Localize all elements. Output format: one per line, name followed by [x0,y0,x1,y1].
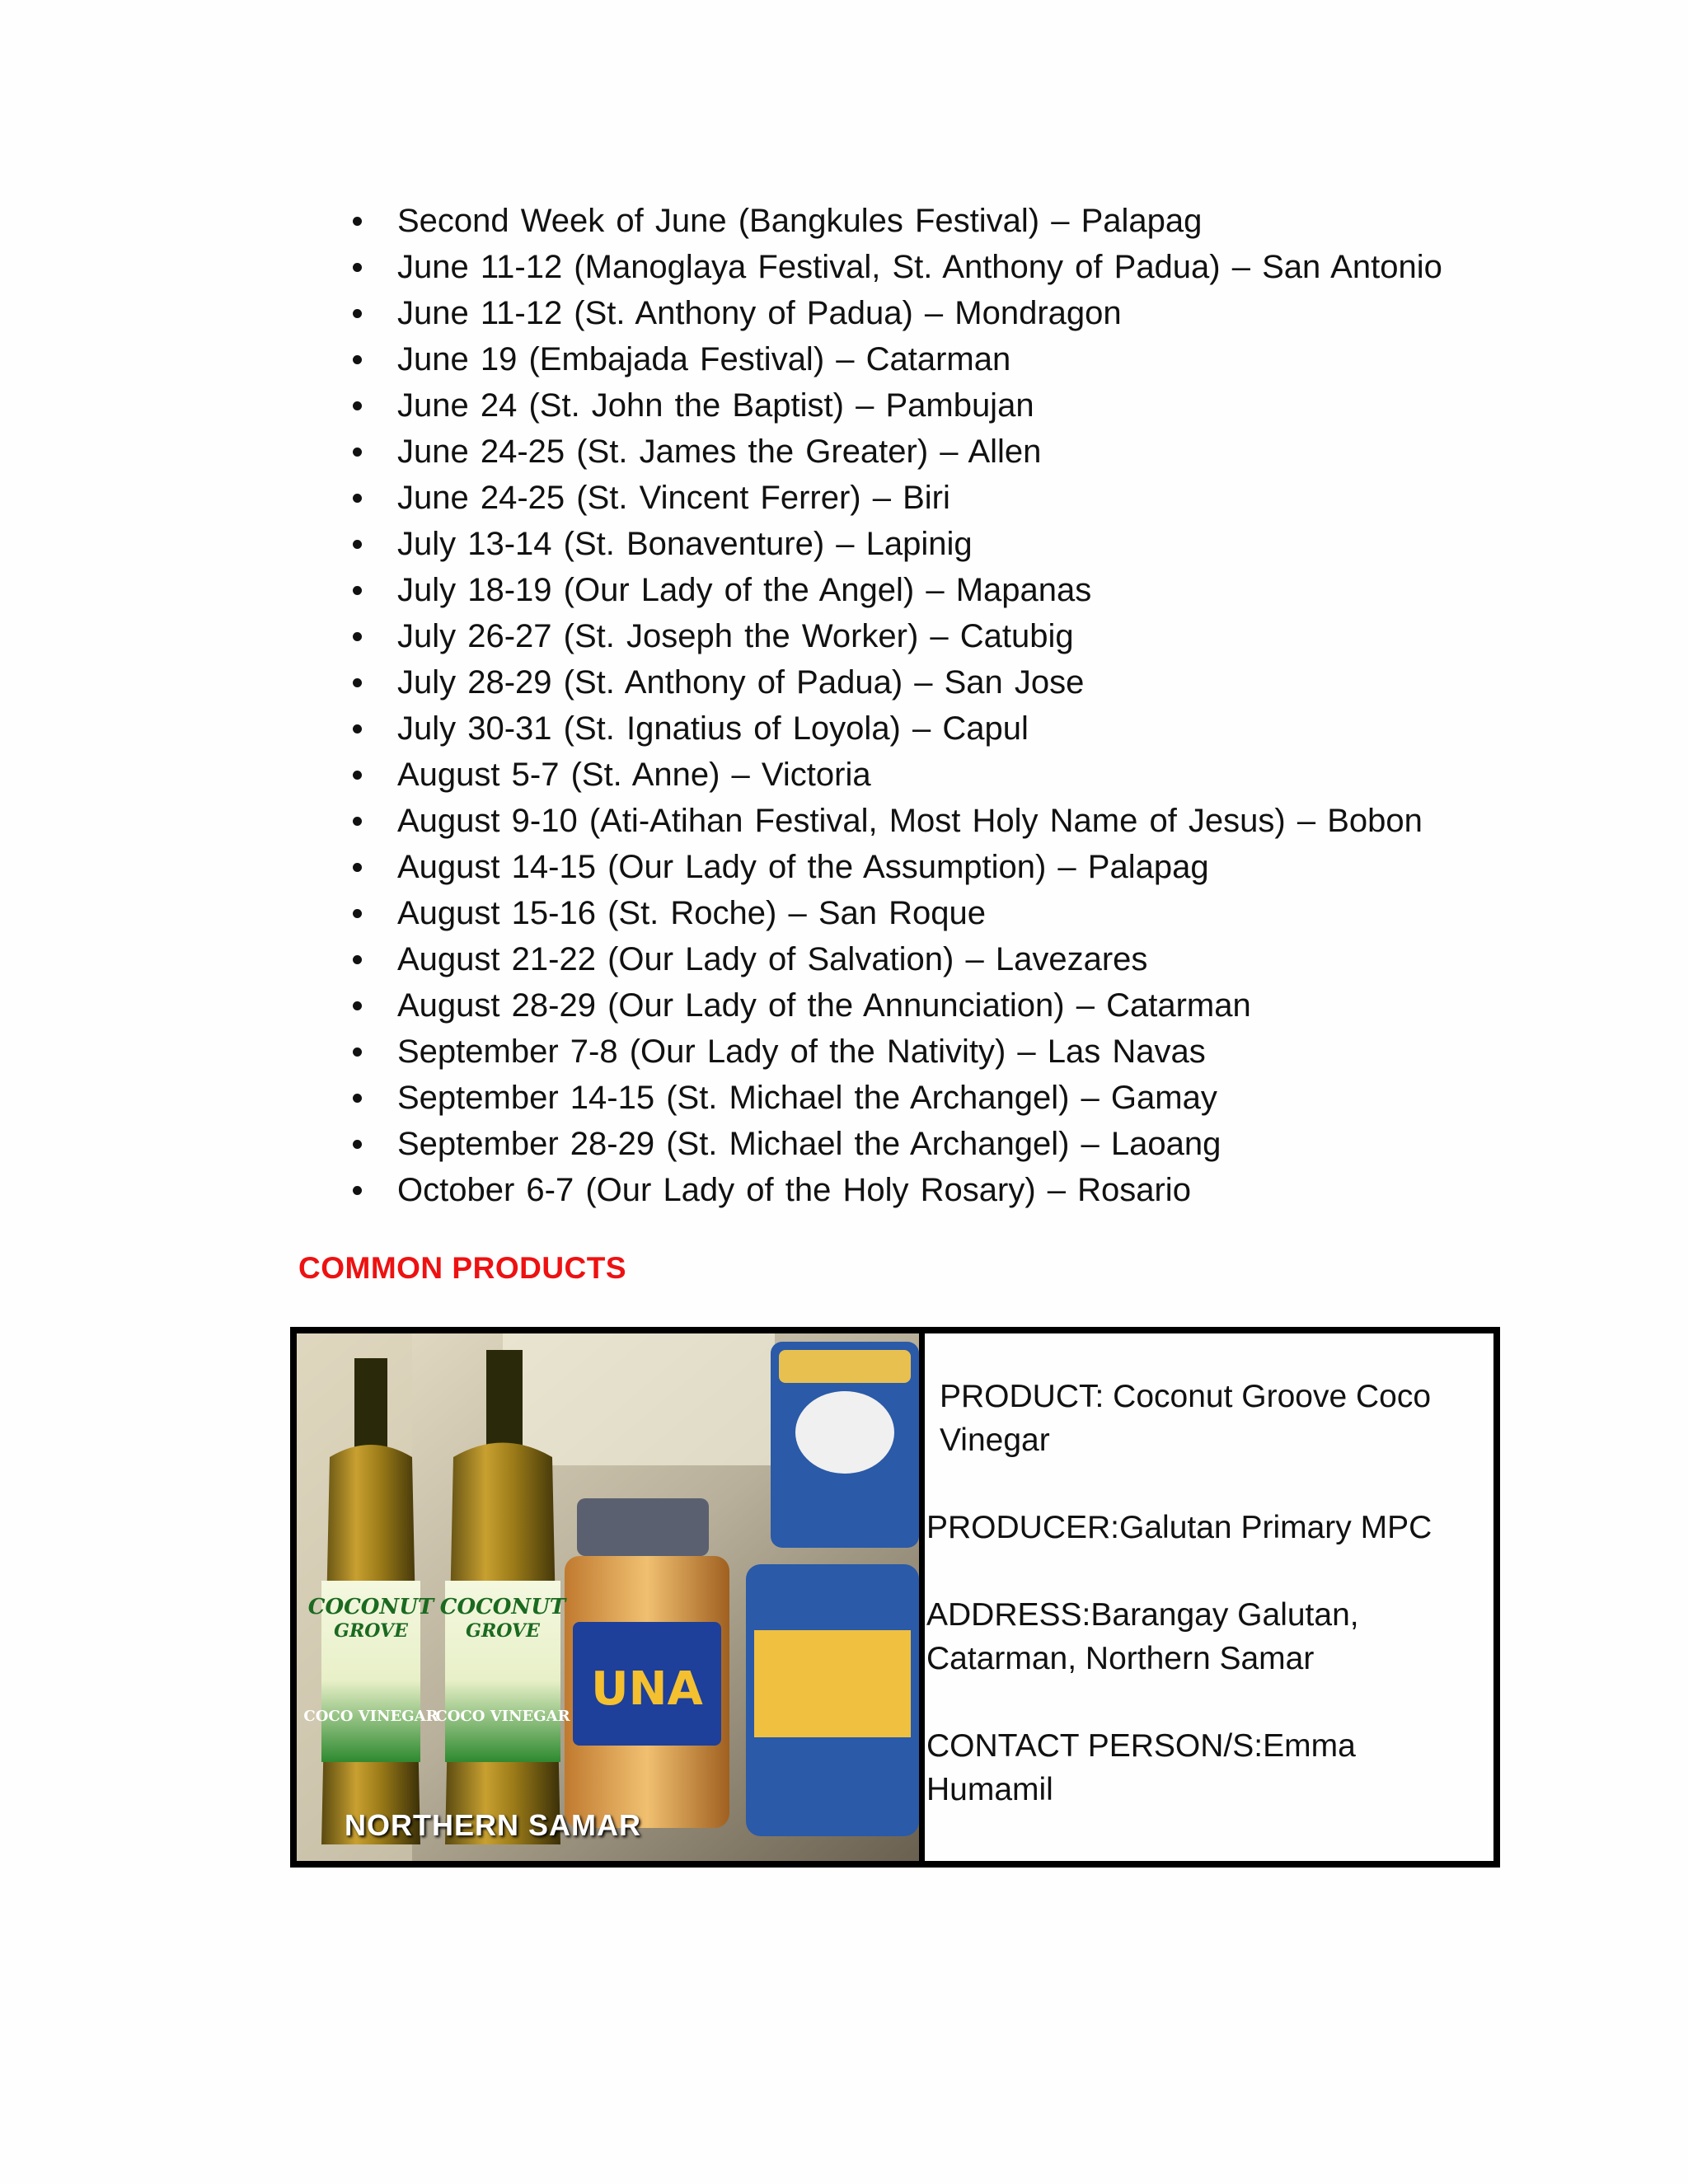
festival-item: July 18-19 (Our Lady of the Angel) – Mapanas [346,567,1500,613]
jar-label: UNA [591,1662,703,1716]
festival-item: August 14-15 (Our Lady of the Assumption) – Palapag [346,844,1500,890]
festival-item: August 5-7 (St. Anne) – Victoria [346,752,1500,798]
product-name-text: PRODUCT: Coconut Groove Coco Vinegar [940,1379,1432,1458]
festival-item: July 13-14 (St. Bonaventure) – Lapinig [346,521,1500,567]
festival-item: August 9-10 (Ati-Atihan Festival, Most Holy Name of Jesus) – Bobon [346,798,1500,844]
festival-item: August 21-22 (Our Lady of Salvation) – Lavezares [346,936,1500,982]
bottle2-product-name: COCO VINEGAR [435,1708,570,1725]
contact-text: CONTACT PERSON/S:Emma Humamil [926,1728,1356,1807]
bottle2-brand-line1: COCONUT [439,1595,566,1619]
festival-list [346,198,1500,1213]
product-table [290,1327,1500,1868]
festival-item: June 19 (Embajada Festival) – Catarman [346,336,1500,382]
product-info [925,1333,1493,1861]
festival-item: August 15-16 (St. Roche) – San Roque [346,890,1500,936]
festival-item: Second Week of June (Bangkules Festival) – Palapag [346,198,1500,244]
festival-item: October 6-7 (Our Lady of the Holy Rosary) – Rosario [346,1167,1500,1213]
festival-item: June 24-25 (St. James the Greater) – Allen [346,429,1500,475]
producer-text: PRODUCER:Galutan Primary MPC [926,1510,1432,1545]
festival-item: July 30-31 (St. Ignatius of Loyola) – Capul [346,705,1500,752]
photo-caption: NORTHERN SAMAR [345,1808,641,1842]
festival-item: June 11-12 (St. Anthony of Padua) – Mondragon [346,290,1500,336]
product-photo [297,1333,925,1861]
festival-item: July 28-29 (St. Anthony of Padua) – San Jose [346,659,1500,705]
festival-item: September 14-15 (St. Michael the Archangel) – Gamay [346,1075,1500,1121]
bottle-product-name: COCO VINEGAR [303,1708,438,1725]
festival-item: June 24 (St. John the Baptist) – Pambujan [346,382,1500,429]
bottle2-brand-line2: GROVE [466,1620,540,1642]
product-photo-illustration [297,1333,919,1861]
festival-item: July 26-27 (St. Joseph the Worker) – Catubig [346,613,1500,659]
festival-item: September 28-29 (St. Michael the Archangel) – Laoang [346,1121,1500,1167]
festival-item: September 7-8 (Our Lady of the Nativity) – Las Navas [346,1029,1500,1075]
section-heading: COMMON PRODUCTS [298,1251,627,1285]
bottle-brand-line1: COCONUT [307,1595,434,1619]
festival-item: June 24-25 (St. Vincent Ferrer) – Biri [346,475,1500,521]
festival-item: August 28-29 (Our Lady of the Annunciation) – Catarman [346,982,1500,1029]
festival-item: June 11-12 (Manoglaya Festival, St. Anthony of Padua) – San Antonio [346,244,1500,290]
address-text: ADDRESS:Barangay Galutan, Catarman, Northern Samar [926,1597,1359,1676]
bottle-brand-line2: GROVE [334,1620,408,1642]
